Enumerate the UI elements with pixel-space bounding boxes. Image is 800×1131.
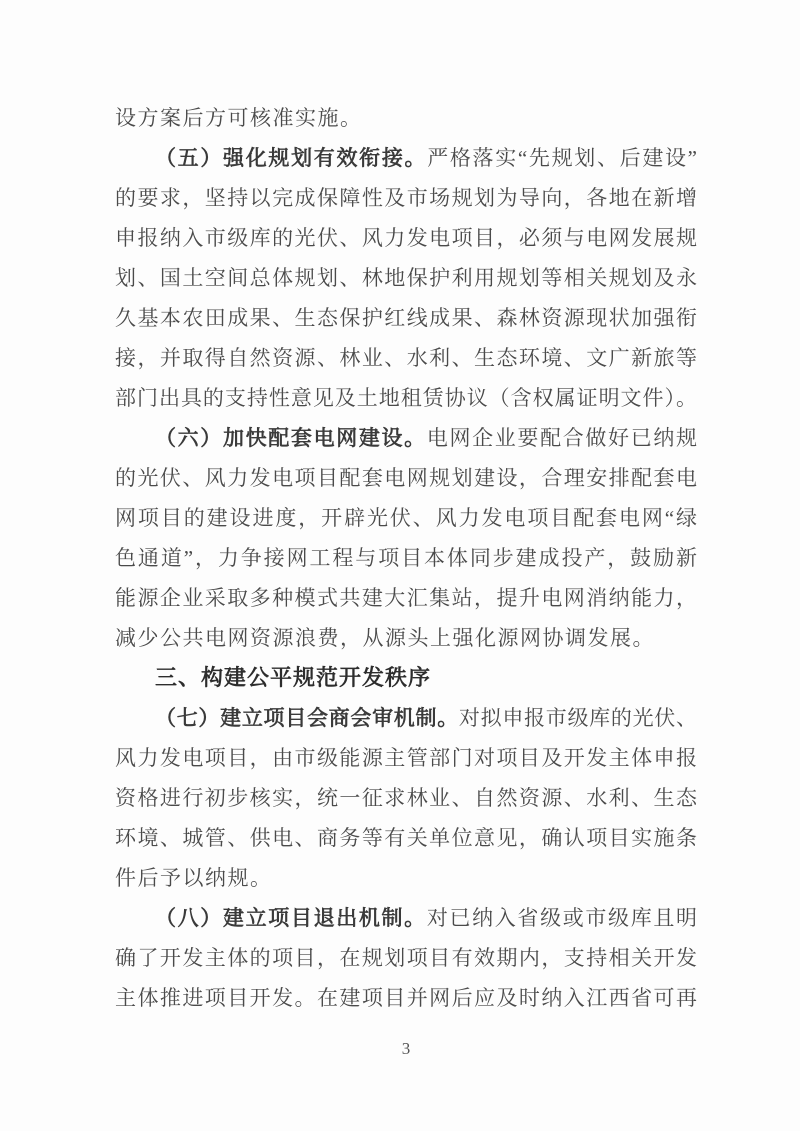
text-line: 接，并取得自然资源、林业、水利、生态环境、文广新旅等 (115, 346, 697, 370)
text-line: 的要求，坚持以完成保障性及市场规划为导向，各地在新增 (115, 186, 697, 210)
text-segment: 严格落实“先规划、后建设” (427, 146, 698, 170)
text-line-clause-6 (115, 418, 697, 458)
text-line: 久基本农田成果、生态保护红线成果、森林资源现状加强衔 (115, 306, 697, 330)
text-line: 减少公共电网资源浪费，从源头上强化源网协调发展。 (115, 626, 655, 650)
text-line-clause-8 (115, 898, 697, 938)
text-line: 资格进行初步核实，统一征求林业、自然资源、水利、生态 (115, 786, 697, 810)
clause-5-title: （五）强化规划有效衔接。 (155, 146, 428, 170)
text-line: 部门出具的支持性意见及土地租赁协议（含权属证明文件）。 (115, 386, 697, 410)
text-line: 网项目的建设进度，开辟光伏、风力发电项目配套电网“绿 (115, 506, 697, 530)
text-line: 划、国土空间总体规划、林地保护利用规划等相关规划及永 (115, 266, 697, 290)
text-line: 的光伏、风力发电项目配套电网规划建设，合理安排配套电 (115, 466, 697, 490)
text-line: 件后予以纳规。 (115, 866, 273, 890)
text-segment: 电网企业要配合做好已纳规 (426, 426, 698, 450)
text-segment: 对已纳入省级或市级库且明 (426, 906, 698, 930)
text-line: 设方案后方可核准实施。 (115, 106, 363, 130)
text-line: 能源企业采取多种模式共建大汇集站，提升电网消纳能力， (115, 586, 697, 610)
text-segment: 对拟申报市级库的光伏、 (458, 706, 698, 730)
text-line: 申报纳入市级库的光伏、风力发电项目，必须与电网发展规 (115, 226, 697, 250)
clause-6-title: （六）加快配套电网建设。 (155, 426, 427, 450)
text-line-clause-5 (115, 138, 697, 178)
text-line: 环境、城管、供电、商务等有关单位意见，确认项目实施条 (115, 826, 697, 850)
page-number: 3 (401, 1039, 411, 1058)
clause-8-title: （八）建立项目退出机制。 (155, 906, 427, 930)
text-line-clause-7 (115, 698, 697, 738)
text-line: 确了开发主体的项目，在规划项目有效期内，支持相关开发 (115, 946, 697, 970)
section-heading: 三、构建公平规范开发秩序 (155, 665, 432, 690)
clause-7-title: （七）建立项目会商会审机制。 (155, 706, 459, 730)
text-line: 色通道”，力争接网工程与项目本体同步建成投产，鼓励新 (115, 546, 697, 570)
text-line: 风力发电项目，由市级能源主管部门对项目及开发主体申报 (115, 746, 697, 770)
text-line: 主体推进项目开发。在建项目并网后应及时纳入江西省可再 (115, 986, 697, 1010)
